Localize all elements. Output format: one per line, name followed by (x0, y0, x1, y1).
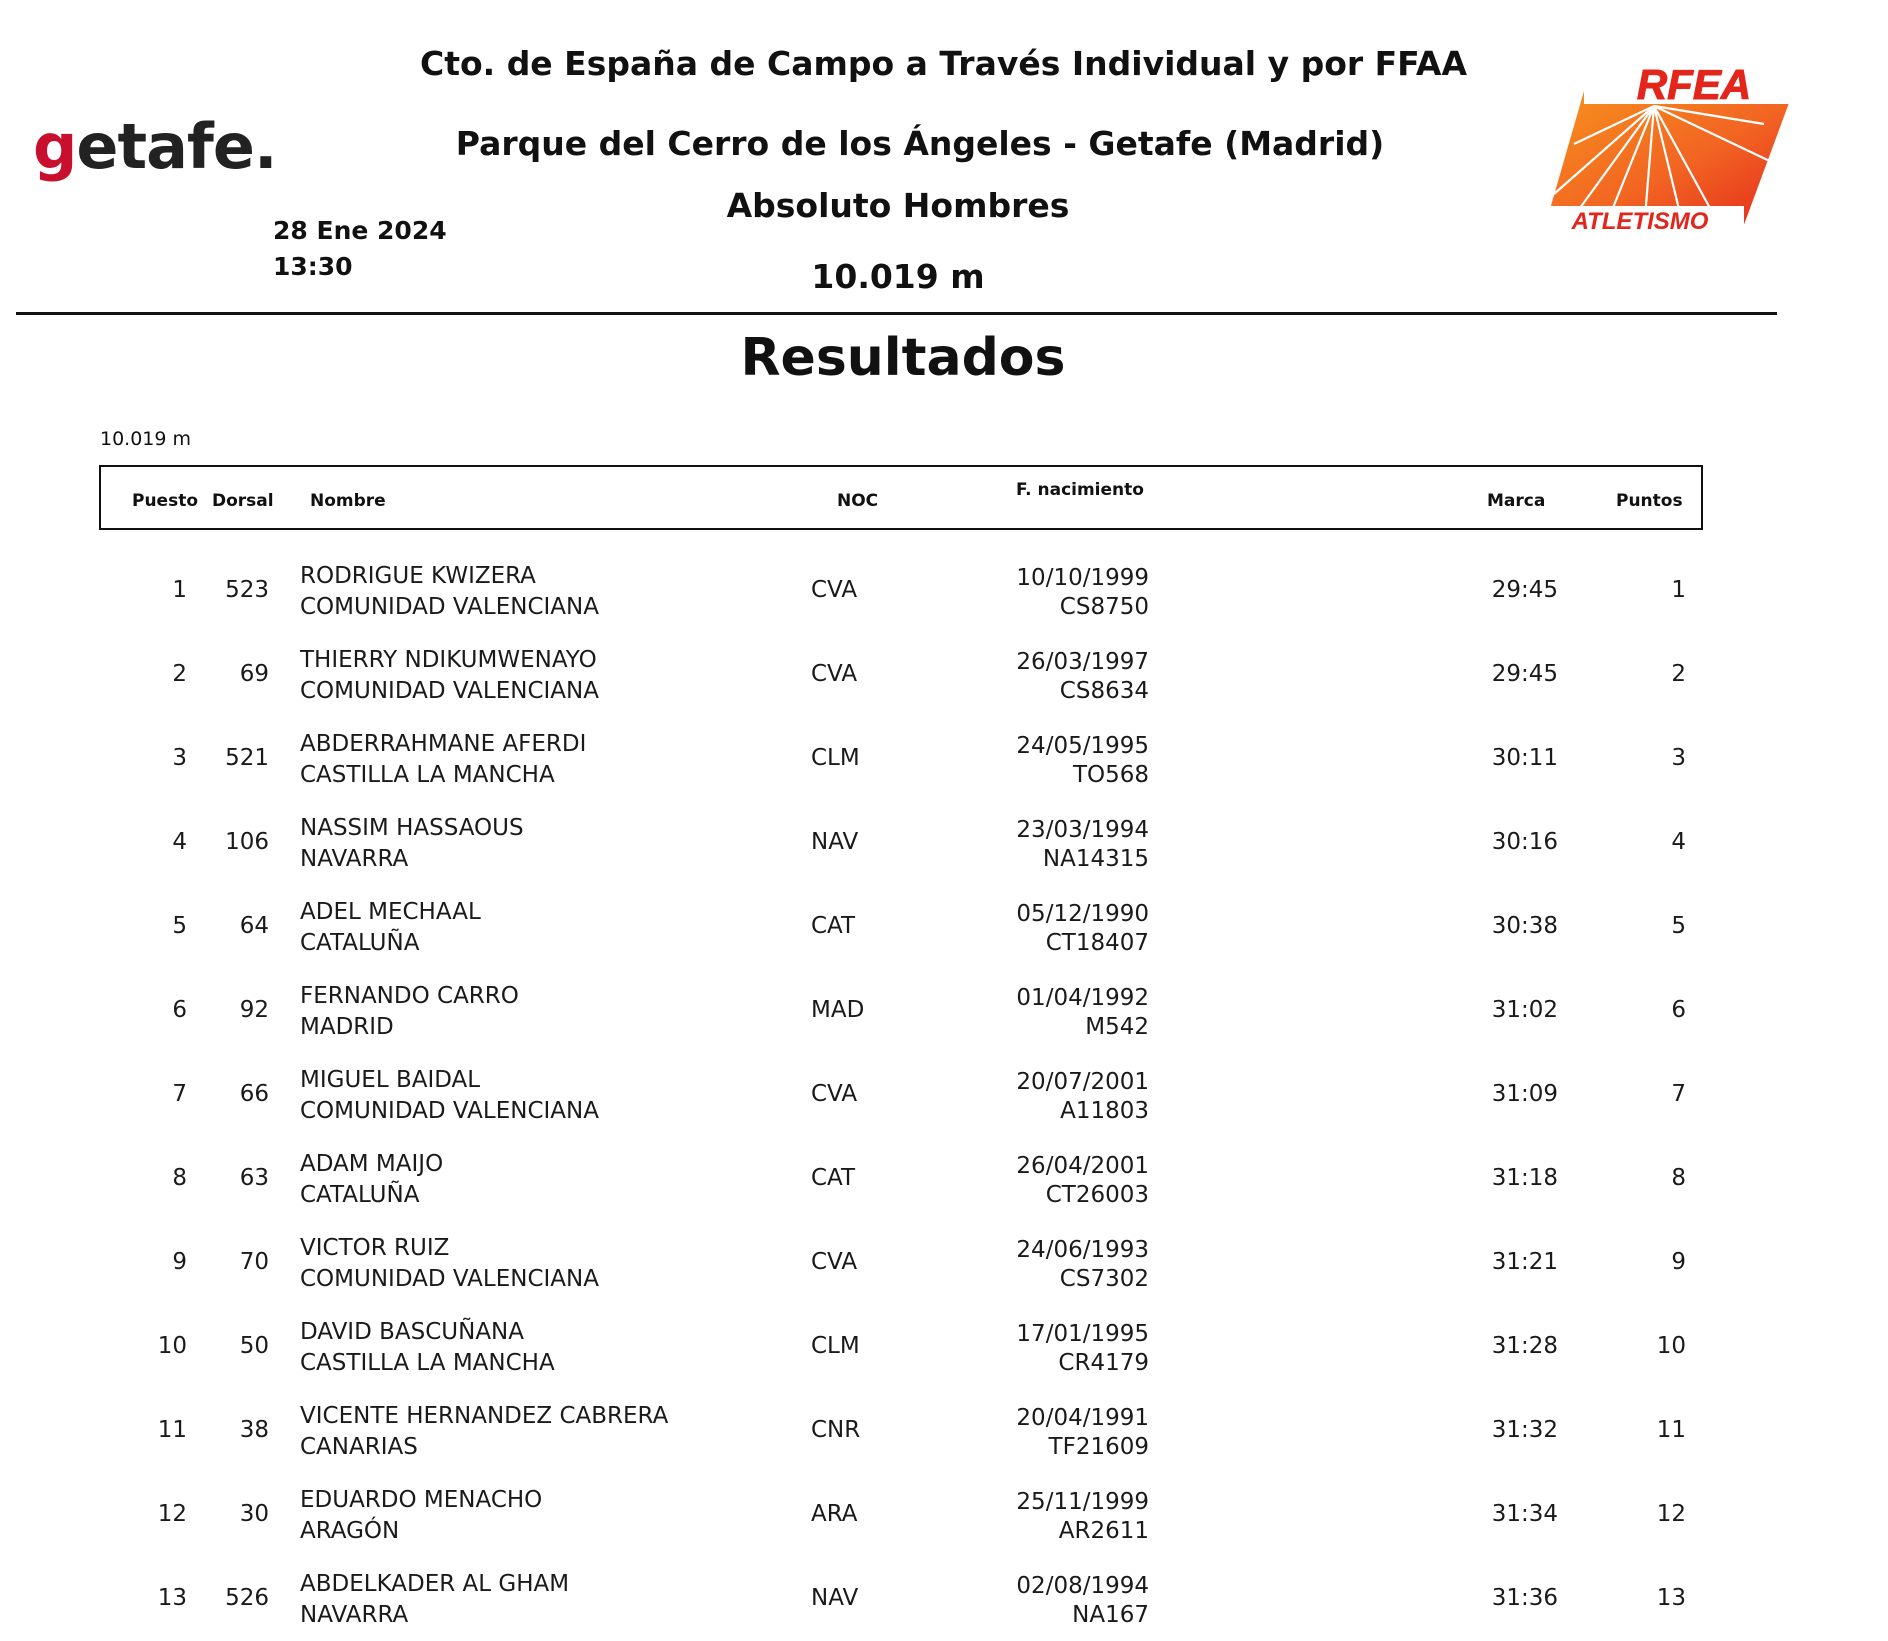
cell-club: CASTILLA LA MANCHA (300, 762, 555, 788)
table-row (0, 969, 1888, 1053)
cell-club: COMUNIDAD VALENCIANA (300, 678, 599, 704)
getafe-logo-g: g (33, 110, 77, 183)
cell-puntos: 10 (1656, 1333, 1686, 1359)
cell-nombre: VICENTE HERNANDEZ CABRERA (300, 1403, 669, 1429)
cell-club: ARAGÓN (300, 1518, 400, 1544)
cell-marca: 29:45 (1491, 577, 1558, 603)
cell-noc: CAT (811, 913, 856, 939)
cell-marca: 31:02 (1491, 997, 1558, 1023)
cell-nombre: ADEL MECHAAL (300, 899, 481, 925)
cell-club: COMUNIDAD VALENCIANA (300, 1266, 599, 1292)
table-row (0, 885, 1888, 969)
cell-nombre: NASSIM HASSAOUS (300, 815, 524, 841)
col-header-noc: NOC (837, 491, 879, 511)
cell-dorsal: 106 (225, 829, 269, 855)
cell-club: CATALUÑA (300, 930, 420, 956)
cell-nacimiento: 26/03/1997 (1016, 649, 1149, 675)
col-header-dorsal: Dorsal (212, 491, 274, 511)
cell-licencia: CR4179 (1058, 1350, 1149, 1376)
cell-nacimiento: 01/04/1992 (1016, 985, 1149, 1011)
cell-licencia: M542 (1085, 1014, 1149, 1040)
cell-nacimiento: 17/01/1995 (1016, 1321, 1149, 1347)
table-row (0, 549, 1888, 633)
cell-puesto: 1 (172, 577, 187, 603)
cell-dorsal: 50 (239, 1333, 269, 1359)
cell-noc: CLM (811, 745, 860, 771)
cell-licencia: A11803 (1060, 1098, 1149, 1124)
table-row (0, 717, 1888, 801)
cell-puesto: 2 (172, 661, 187, 687)
cell-puesto: 8 (172, 1165, 187, 1191)
cell-nacimiento: 24/05/1995 (1016, 733, 1149, 759)
cell-dorsal: 70 (239, 1249, 269, 1275)
cell-dorsal: 526 (225, 1585, 269, 1611)
cell-licencia: TO568 (1072, 762, 1149, 788)
cell-puesto: 9 (172, 1249, 187, 1275)
cell-licencia: AR2611 (1058, 1518, 1149, 1544)
cell-dorsal: 523 (225, 577, 269, 603)
cell-puntos: 3 (1671, 745, 1686, 771)
cell-nombre: VICTOR RUIZ (300, 1235, 450, 1261)
rfea-logo (1544, 64, 1804, 234)
cell-puntos: 4 (1671, 829, 1686, 855)
cell-puntos: 2 (1671, 661, 1686, 687)
cell-marca: 31:28 (1491, 1333, 1558, 1359)
cell-club: NAVARRA (300, 846, 409, 872)
cell-dorsal: 521 (225, 745, 269, 771)
table-row (0, 1053, 1888, 1137)
getafe-logo (33, 110, 277, 183)
event-distance: 10.019 m (811, 257, 985, 296)
cell-puntos: 6 (1671, 997, 1686, 1023)
cell-nombre: MIGUEL BAIDAL (300, 1067, 481, 1093)
cell-noc: NAV (811, 829, 859, 855)
cell-nombre: RODRIGUE KWIZERA (300, 563, 536, 589)
cell-puesto: 6 (172, 997, 187, 1023)
cell-nacimiento: 23/03/1994 (1016, 817, 1149, 843)
cell-nacimiento: 25/11/1999 (1016, 1489, 1149, 1515)
table-row (0, 801, 1888, 885)
cell-noc: CNR (811, 1417, 861, 1443)
cell-nacimiento: 26/04/2001 (1016, 1153, 1149, 1179)
cell-puntos: 12 (1656, 1501, 1686, 1527)
cell-nombre: ABDELKADER AL GHAM (300, 1571, 570, 1597)
cell-puesto: 7 (172, 1081, 187, 1107)
cell-licencia: CS8634 (1059, 678, 1149, 704)
cell-nacimiento: 20/04/1991 (1016, 1405, 1149, 1431)
cell-marca: 30:38 (1491, 913, 1558, 939)
cell-puntos: 8 (1671, 1165, 1686, 1191)
cell-puesto: 10 (157, 1333, 187, 1359)
table-row (0, 1389, 1888, 1473)
cell-licencia: CT18407 (1045, 930, 1149, 956)
cell-puesto: 3 (172, 745, 187, 771)
page-title: Resultados (740, 328, 1066, 388)
rfea-logo-text: RFEA (1636, 64, 1752, 108)
getafe-logo-text: etafe. (76, 110, 277, 183)
cell-licencia: TF21609 (1048, 1434, 1149, 1460)
cell-puesto: 12 (157, 1501, 187, 1527)
cell-nombre: ADAM MAIJO (300, 1151, 444, 1177)
cell-puntos: 7 (1671, 1081, 1686, 1107)
cell-noc: CLM (811, 1333, 860, 1359)
cell-marca: 30:11 (1491, 745, 1558, 771)
cell-marca: 31:09 (1491, 1081, 1558, 1107)
cell-club: COMUNIDAD VALENCIANA (300, 594, 599, 620)
distance-label: 10.019 m (100, 428, 192, 450)
header-divider (16, 312, 1777, 315)
cell-club: CATALUÑA (300, 1182, 420, 1208)
cell-noc: NAV (811, 1585, 859, 1611)
col-header-puntos: Puntos (1616, 491, 1683, 511)
cell-nacimiento: 24/06/1993 (1016, 1237, 1149, 1263)
table-row (0, 1473, 1888, 1557)
table-header (99, 465, 1703, 530)
cell-club: CASTILLA LA MANCHA (300, 1350, 555, 1376)
event-date: 28 Ene 2024 (273, 216, 447, 245)
cell-nombre: FERNANDO CARRO (300, 983, 519, 1009)
col-header-puesto: Puesto (132, 491, 199, 511)
cell-club: MADRID (300, 1014, 394, 1040)
cell-noc: ARA (811, 1501, 858, 1527)
event-category: Absoluto Hombres (726, 186, 1070, 225)
cell-puesto: 13 (157, 1585, 187, 1611)
cell-nacimiento: 02/08/1994 (1016, 1573, 1149, 1599)
cell-licencia: CT26003 (1045, 1182, 1149, 1208)
cell-noc: MAD (811, 997, 865, 1023)
cell-club: COMUNIDAD VALENCIANA (300, 1098, 599, 1124)
event-venue: Parque del Cerro de los Ángeles - Getafe (Madrid) (455, 124, 1385, 163)
cell-nacimiento: 10/10/1999 (1016, 565, 1149, 591)
cell-licencia: CS8750 (1059, 594, 1149, 620)
cell-puntos: 11 (1656, 1417, 1686, 1443)
cell-dorsal: 66 (239, 1081, 269, 1107)
cell-licencia: NA14315 (1042, 846, 1149, 872)
cell-puntos: 13 (1656, 1585, 1686, 1611)
event-datetime (273, 213, 447, 285)
cell-dorsal: 92 (239, 997, 269, 1023)
table-row (0, 1305, 1888, 1389)
cell-club: CANARIAS (300, 1434, 418, 1460)
cell-dorsal: 63 (239, 1165, 269, 1191)
table-row (0, 1557, 1888, 1641)
cell-noc: CVA (811, 577, 858, 603)
cell-puesto: 4 (172, 829, 187, 855)
cell-club: NAVARRA (300, 1602, 409, 1628)
cell-licencia: CS7302 (1059, 1266, 1149, 1292)
cell-nombre: DAVID BASCUÑANA (300, 1319, 524, 1345)
rfea-logo-subtext: ATLETISMO (1571, 208, 1709, 234)
cell-dorsal: 69 (239, 661, 269, 687)
cell-marca: 29:45 (1491, 661, 1558, 687)
cell-marca: 31:18 (1491, 1165, 1558, 1191)
col-header-nombre: Nombre (310, 491, 386, 511)
cell-puntos: 5 (1671, 913, 1686, 939)
cell-nacimiento: 20/07/2001 (1016, 1069, 1149, 1095)
cell-nombre: EDUARDO MENACHO (300, 1487, 543, 1513)
cell-marca: 31:36 (1491, 1585, 1558, 1611)
cell-marca: 31:34 (1491, 1501, 1558, 1527)
table-row (0, 1221, 1888, 1305)
cell-nacimiento: 05/12/1990 (1016, 901, 1149, 927)
table-row (0, 1137, 1888, 1221)
table-row (0, 633, 1888, 717)
cell-dorsal: 30 (239, 1501, 269, 1527)
cell-nombre: ABDERRAHMANE AFERDI (300, 731, 587, 757)
event-time: 13:30 (273, 252, 353, 281)
cell-dorsal: 64 (239, 913, 269, 939)
cell-marca: 30:16 (1491, 829, 1558, 855)
cell-noc: CVA (811, 661, 858, 687)
cell-puesto: 11 (157, 1417, 187, 1443)
event-title: Cto. de España de Campo a Través Individual y por FFAA (420, 44, 1468, 83)
cell-marca: 31:21 (1491, 1249, 1558, 1275)
cell-puntos: 1 (1671, 577, 1686, 603)
col-header-nacimiento: F. nacimiento (1016, 480, 1144, 500)
col-header-marca: Marca (1487, 491, 1546, 511)
cell-puntos: 9 (1671, 1249, 1686, 1275)
cell-dorsal: 38 (239, 1417, 269, 1443)
cell-puesto: 5 (172, 913, 187, 939)
cell-licencia: NA167 (1072, 1602, 1149, 1628)
cell-marca: 31:32 (1491, 1417, 1558, 1443)
cell-noc: CVA (811, 1081, 858, 1107)
cell-noc: CAT (811, 1165, 856, 1191)
cell-noc: CVA (811, 1249, 858, 1275)
cell-nombre: THIERRY NDIKUMWENAYO (300, 647, 597, 673)
